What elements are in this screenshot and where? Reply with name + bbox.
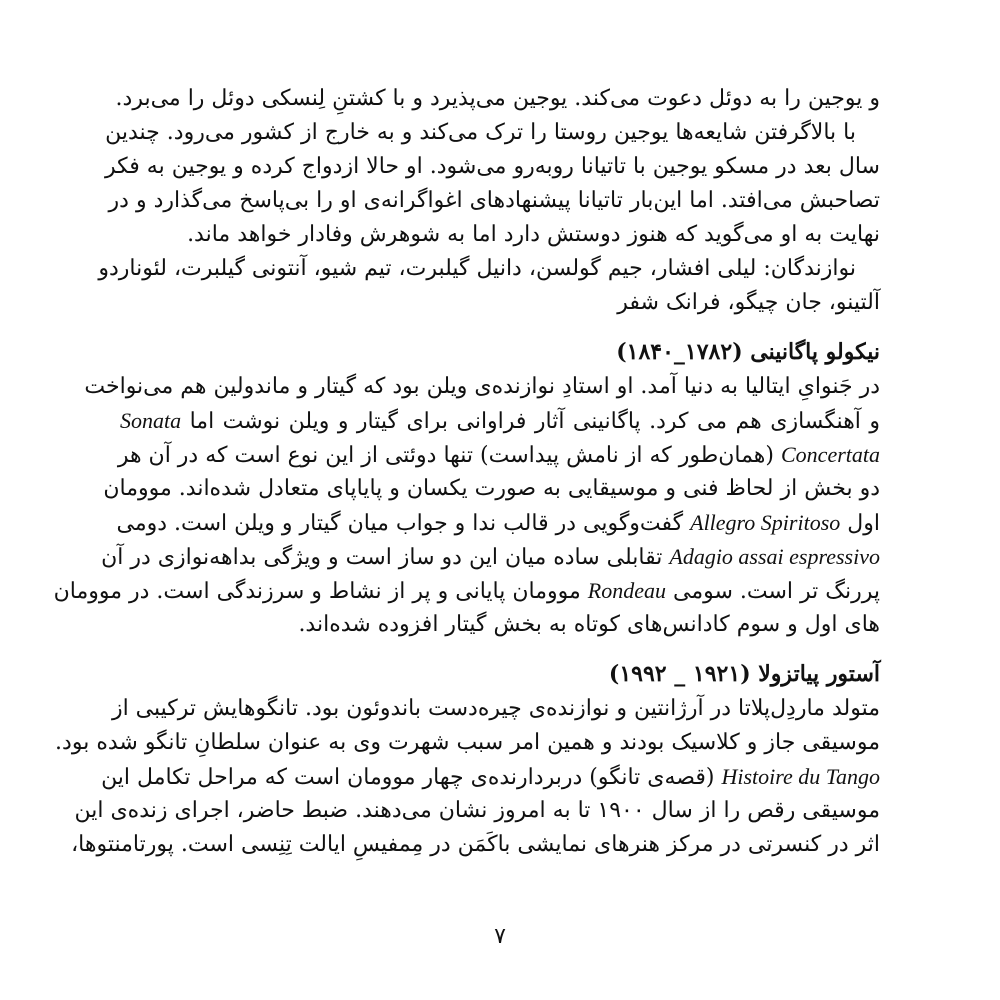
latin-title: Allegro Spiritoso [690, 510, 841, 535]
section-heading: نیکولو پاگانینی (۱۷۸۲_۱۸۴۰) [616, 339, 880, 365]
page-number: ۷ [494, 924, 506, 949]
text-line: های اول و سوم کادانس‌های کوتاه به بخش گیتار افزوده شده‌اند. [298, 612, 880, 637]
text-span: پررنگ تر است. سومی [672, 579, 880, 604]
text-line [120, 404, 880, 438]
text-line: موسیقی جاز و کلاسیک بودند و همین امر سبب شهرت وی به عنوان سلطانِ تانگو شده بود. [55, 730, 880, 755]
text-line: متولد ماردِل‌پلاتا در آرژانتین و نوازنده‌ی چیره‌دست باندوئون بود. تانگوهایش ترکیبی از [111, 696, 880, 721]
text-span: اول [847, 511, 880, 536]
paragraph-performers [98, 252, 880, 320]
text-line: و یوجین را به دوئل دعوت می‌کند. یوجین می‌پذیرد و با کشتنِ لِنسکی دوئل را می‌برد. [115, 86, 880, 111]
latin-title: Concertata [781, 442, 880, 467]
text-line: موسیقی رقص را از سال ۱۹۰۰ تا به امروز نشان می‌دهند. ضبط حاضر، اجرای زنده‌ی این [74, 798, 880, 823]
text-span: تقابلی ساده میان این دو ساز است و ویژگی بداهه‌نوازی در آن [101, 545, 663, 570]
text-line: نوازندگان: لیلی افشار، جیم گولسن، دانیل گیلبرت، تیم شیو، آنتونی گیلبرت، لئوناردو [98, 256, 856, 281]
text-line: آلتینو، جان چیگو، فرانک شفر [617, 290, 880, 315]
text-line: سال بعد در مسکو یوجین با تاتیانا روبه‌رو می‌شود. او حالا ازدواج کرده و یوجین به فکر [105, 154, 880, 179]
latin-title: Rondeau [587, 578, 666, 603]
latin-title: Adagio assai espressivo [669, 544, 880, 569]
text-span: (قصه‌ی تانگو) دربردارنده‌ی چهار موومان است که مراحل تکامل این [101, 765, 715, 790]
section-heading: آستور پیاتزولا (۱۹۲۱ _ ۱۹۹۲) [608, 661, 880, 687]
paragraph-opening [105, 82, 880, 252]
latin-title: Histoire du Tango [721, 764, 880, 789]
text-line: با بالاگرفتن شایعه‌ها یوجین روستا را ترک می‌کند و به خارج از کشور می‌رود. چندین [105, 120, 856, 145]
text-line: در جَنوایِ ایتالیا به دنیا آمد. او استادِ نوازنده‌ی ویلن بود که گیتار و ماندولین هم می‌نواخت [84, 374, 880, 399]
text-line: تصاحبش می‌افتد. اما این‌بار تاتیانا پیشنهادهای اغواگرانه‌ی او را بی‌پاسخ می‌گذارد و در [108, 188, 880, 213]
text-span: و آهنگسازی هم می کرد. پاگانینی آثار فراوانی برای گیتار و ویلن نوشت اما [189, 409, 880, 434]
text-line [53, 574, 880, 608]
text-line: دو بخش از لحاظ فنی و موسیقایی به صورت یکسان و پایاپای متعادل شده‌اند. موومان [103, 476, 880, 501]
text-span: موومان پایانی و پر از نشاط و سرزندگی است. در موومان [53, 579, 581, 604]
text-line: اثر در کنسرتی در مرکز هنرهای نمایشی باکَمَن در مِمفیسِ ایالت تِنِسی است. پورتامنتوها، [71, 832, 880, 857]
text-line [117, 438, 880, 472]
section-piazzolla [55, 656, 880, 862]
text-line [101, 540, 880, 574]
latin-title: Sonata [120, 408, 182, 433]
text-line [101, 760, 880, 794]
text-line [116, 506, 880, 540]
text-span: (همان‌طور که از نامش پیداست) تنها دوئتی از این نوع است که در آن هر [117, 443, 774, 468]
text-span: گفت‌وگویی در قالب ندا و جواب میان گیتار و ویلن است. دومی [116, 511, 684, 536]
text-line: نهایت به او می‌گوید که هنوز دوستش دارد اما به شوهرش وفادار خواهد ماند. [187, 222, 880, 247]
section-paganini [53, 334, 880, 642]
